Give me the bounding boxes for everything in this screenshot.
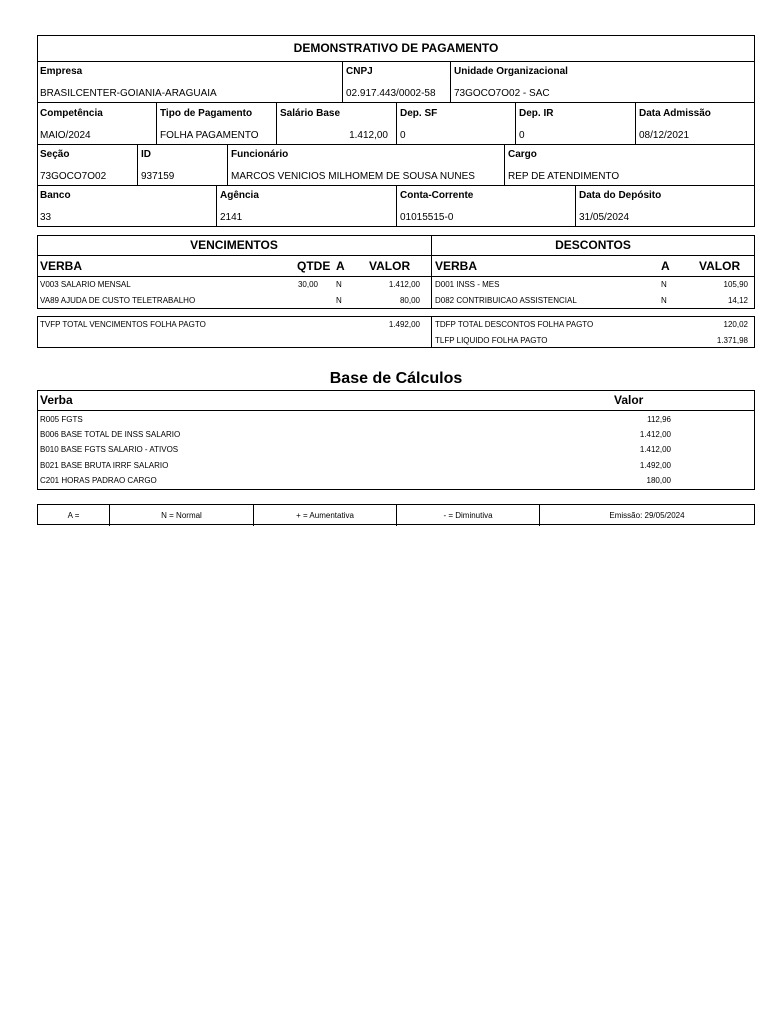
table-cell: N <box>336 280 342 289</box>
conta-cell <box>396 185 575 226</box>
depsf-cell <box>396 103 515 144</box>
cnpj-label: CNPJ <box>346 66 373 77</box>
table-cell: 1.492,00 <box>639 461 671 470</box>
document-title: DEMONSTRATIVO DE PAGAMENTO <box>37 35 755 62</box>
funcionario-label: Funcionário <box>231 149 289 160</box>
total-vencimentos-value: 1.492,00 <box>388 320 420 329</box>
salario-cell <box>276 103 396 144</box>
table-cell: 1.412,00 <box>639 430 671 439</box>
descontos-title: DESCONTOS <box>555 238 631 252</box>
tipo-value: FOLHA PAGAMENTO <box>160 130 259 141</box>
cnpj-value: 02.917.443/0002-58 <box>346 88 436 99</box>
id-label: ID <box>141 149 151 160</box>
depsf-label: Dep. SF <box>400 108 438 119</box>
cargo-cell <box>504 144 755 185</box>
table-cell: 30,00 <box>297 280 318 289</box>
emissao-date: Emissão: 29/05/2024 <box>539 505 754 526</box>
vencimentos-col-valor: VALOR <box>369 259 411 273</box>
header-row-payment <box>37 103 755 145</box>
cargo-label: Cargo <box>508 149 537 160</box>
descontos-col-valor: VALOR <box>699 259 741 273</box>
id-value: 937159 <box>141 171 175 182</box>
cnpj-cell <box>342 61 450 102</box>
base-col-verba: Verba <box>40 393 73 407</box>
legend-normal: N = Normal <box>109 505 253 526</box>
table-row: R005 FGTS <box>40 415 83 424</box>
table-cell: 1.412,00 <box>388 280 420 289</box>
base-title: Base de Cálculos <box>329 370 463 387</box>
legend-aumentativa: + = Aumentativa <box>253 505 396 526</box>
table-row: V003 SALARIO MENSAL <box>40 280 131 289</box>
agencia-cell <box>216 185 396 226</box>
id-cell <box>137 144 227 185</box>
secao-value: 73GOCO7O02 <box>40 171 107 182</box>
banco-value: 33 <box>40 212 52 223</box>
table-cell: 180,00 <box>646 476 671 485</box>
funcionario-cell <box>227 144 504 185</box>
secao-label: Seção <box>40 149 70 160</box>
table-row: D082 CONTRIBUICAO ASSISTENCIAL <box>435 296 577 305</box>
deposito-label: Data do Depósito <box>579 190 662 201</box>
descontos-col-verba: VERBA <box>435 259 478 273</box>
table-cell: 1.412,00 <box>639 445 671 454</box>
divider <box>37 410 755 411</box>
vencimentos-col-verba: VERBA <box>40 259 83 273</box>
table-row: D001 INSS - MES <box>435 280 500 289</box>
competencia-cell <box>37 103 156 144</box>
vencimentos-col-qtde: QTDE <box>297 259 331 273</box>
empresa-label: Empresa <box>40 66 83 77</box>
unidade-label: Unidade Organizacional <box>454 66 568 77</box>
table-row: VA89 AJUDA DE CUSTO TELETRABALHO <box>40 296 196 305</box>
banco-label: Banco <box>40 190 71 201</box>
table-row: B006 BASE TOTAL DE INSS SALARIO <box>40 430 181 439</box>
agencia-label: Agência <box>220 190 259 201</box>
depir-label: Dep. IR <box>519 108 554 119</box>
table-cell: 112,96 <box>647 415 671 424</box>
divider <box>37 276 755 277</box>
base-col-valor: Valor <box>614 393 644 407</box>
secao-cell <box>37 144 137 185</box>
admissao-label: Data Admissão <box>639 108 711 119</box>
depir-cell <box>515 103 635 144</box>
tipo-label: Tipo de Pagamento <box>160 108 253 119</box>
funcionario-value: MARCOS VENICIOS MILHOMEM DE SOUSA NUNES <box>231 171 475 182</box>
divider <box>431 316 432 348</box>
table-cell: N <box>661 280 667 289</box>
legend-box <box>37 504 755 525</box>
header-row-employee <box>37 144 755 186</box>
unidade-value: 73GOCO7O02 - SAC <box>454 88 550 99</box>
liquido-label: TLFP LIQUIDO FOLHA PAGTO <box>435 336 548 345</box>
total-descontos-label: TDFP TOTAL DESCONTOS FOLHA PAGTO <box>435 320 594 329</box>
header-row-company <box>37 61 755 103</box>
agencia-value: 2141 <box>220 212 243 223</box>
cargo-value: REP DE ATENDIMENTO <box>508 171 620 182</box>
salario-label: Salário Base <box>280 108 341 119</box>
competencia-value: MAIO/2024 <box>40 130 91 141</box>
legend-a: A = <box>67 511 80 520</box>
table-row: B021 BASE BRUTA IRRF SALARIO <box>40 461 169 470</box>
conta-label: Conta-Corrente <box>400 190 474 201</box>
table-cell: 14,12 <box>727 296 748 305</box>
table-cell: N <box>336 296 342 305</box>
empresa-value: BRASILCENTER-GOIANIA-ARAGUAIA <box>40 88 217 99</box>
legend-diminutiva: - = Diminutiva <box>396 505 539 526</box>
divider <box>37 255 755 256</box>
base-box <box>37 390 755 490</box>
descontos-col-a: A <box>661 259 670 273</box>
deposito-cell <box>575 185 755 226</box>
table-cell: 80,00 <box>399 296 420 305</box>
deposito-value: 31/05/2024 <box>579 212 630 223</box>
liquido-value: 1.371,98 <box>716 336 748 345</box>
banco-cell <box>37 185 216 226</box>
depsf-value: 0 <box>400 130 406 141</box>
table-row: C201 HORAS PADRAO CARGO <box>40 476 157 485</box>
salario-value: 1.412,00 <box>349 130 388 141</box>
vencimentos-title: VENCIMENTOS <box>190 238 278 252</box>
table-row: B010 BASE FGTS SALARIO - ATIVOS <box>40 445 179 454</box>
total-vencimentos-label: TVFP TOTAL VENCIMENTOS FOLHA PAGTO <box>40 320 206 329</box>
tipo-cell <box>156 103 276 144</box>
empresa-cell <box>37 61 342 102</box>
header-row-bank <box>37 185 755 226</box>
competencia-label: Competência <box>40 108 103 119</box>
conta-value: 01015515-0 <box>400 212 454 223</box>
depir-value: 0 <box>519 130 525 141</box>
table-cell: 105,90 <box>723 280 748 289</box>
total-descontos-value: 120,02 <box>723 320 748 329</box>
admissao-value: 08/12/2021 <box>639 130 690 141</box>
table-cell: N <box>661 296 667 305</box>
admissao-cell <box>635 103 755 144</box>
unidade-cell <box>450 61 755 102</box>
vencimentos-col-a: A <box>336 259 345 273</box>
